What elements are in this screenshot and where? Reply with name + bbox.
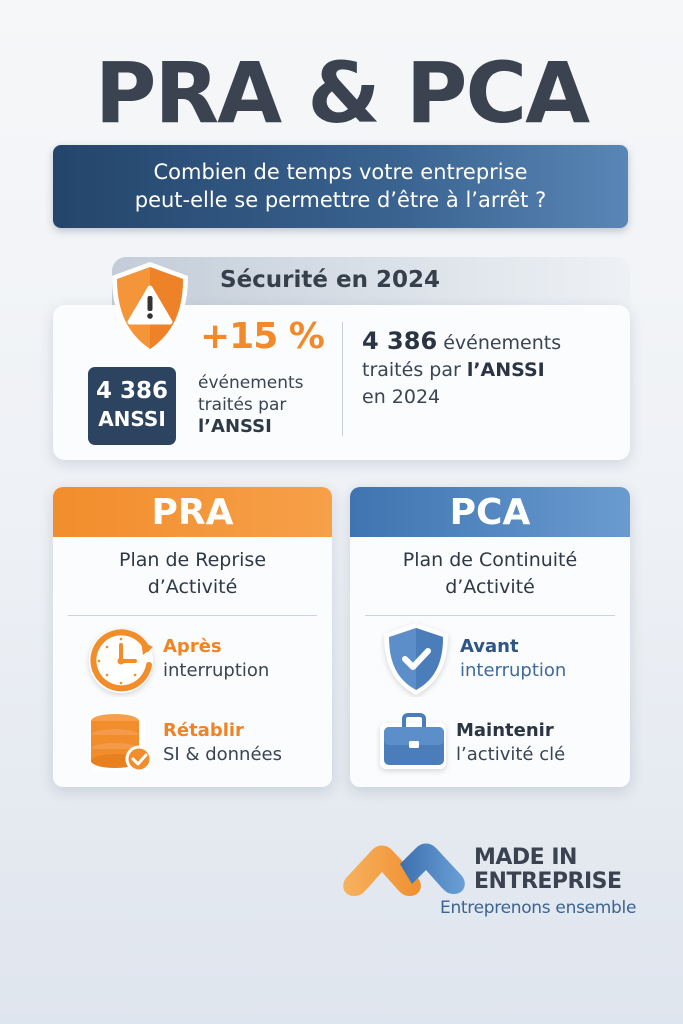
vertical-divider	[342, 322, 343, 436]
badge-caption-line: l’ANSSI	[198, 416, 272, 437]
pca-card-subtitle	[350, 547, 630, 601]
subtitle-banner	[53, 145, 628, 228]
logo-line-1: MADE IN	[474, 845, 577, 870]
pra-card-title: PRA	[53, 487, 332, 537]
badge-caption-line: traités par	[198, 395, 287, 415]
feature-value: interruption	[163, 660, 270, 681]
made-in-entreprise-logo-icon	[338, 840, 473, 900]
events-number: 4 386	[362, 327, 438, 355]
feature-value: interruption	[460, 660, 567, 681]
pra-subtitle-line: Plan de Reprise	[118, 549, 267, 571]
subtitle-line-2: peut-elle se permettre d’être à l’arrêt ?	[134, 188, 547, 212]
pra-subtitle-line: d’Activité	[147, 576, 238, 598]
pra-feature-after	[83, 621, 269, 697]
events-line2a: traités par	[362, 359, 467, 381]
pca-feature-before	[380, 621, 566, 697]
badge-caption-line: événements	[198, 373, 304, 393]
subtitle-line-1: Combien de temps votre entreprise	[153, 160, 528, 184]
pra-feature-restore	[83, 705, 282, 781]
feature-value: SI & données	[163, 744, 282, 765]
pra-feature-restore-text	[163, 719, 282, 767]
clock-restore-icon	[83, 621, 163, 697]
database-check-icon	[83, 705, 163, 781]
security-title: Sécurité en 2024	[220, 267, 440, 293]
pca-feature-maintain	[376, 705, 565, 781]
pca-feature-maintain-text	[456, 719, 565, 767]
feature-key: Avant	[460, 636, 519, 657]
events-word: événements	[437, 332, 562, 354]
pra-feature-after-text	[163, 635, 269, 683]
logo-wordmark	[474, 846, 622, 894]
events-line3: en 2024	[362, 386, 441, 408]
pca-subtitle-line: Plan de Continuité	[402, 549, 578, 571]
shield-check-icon	[380, 621, 460, 697]
pca-divider	[365, 615, 615, 616]
percent-increase: +15 %	[200, 316, 324, 357]
feature-key: Maintenir	[456, 720, 554, 741]
pca-feature-before-text	[460, 635, 566, 683]
pra-divider	[68, 615, 317, 616]
pca-card	[350, 487, 630, 787]
logo-line-2: ENTREPRISE	[474, 869, 622, 894]
feature-key: Après	[163, 636, 222, 657]
feature-key: Rétablir	[163, 720, 244, 741]
logo-tagline: Entreprenons ensemble	[440, 898, 637, 918]
feature-value: l’activité clé	[456, 744, 566, 765]
warning-shield-icon	[104, 258, 196, 358]
pca-subtitle-line: d’Activité	[445, 576, 535, 598]
anssi-badge	[88, 367, 176, 445]
events-line2b: l’ANSSI	[466, 359, 545, 381]
pra-card-subtitle	[53, 547, 332, 601]
badge-caption	[198, 372, 304, 438]
page-title: PRA & PCA	[94, 44, 589, 142]
events-stat	[362, 328, 561, 411]
anssi-badge-number: 4 386	[95, 378, 169, 404]
briefcase-icon	[376, 705, 456, 781]
anssi-badge-label: ANSSI	[98, 407, 166, 431]
pra-card	[53, 487, 332, 787]
pca-card-title: PCA	[350, 487, 630, 537]
